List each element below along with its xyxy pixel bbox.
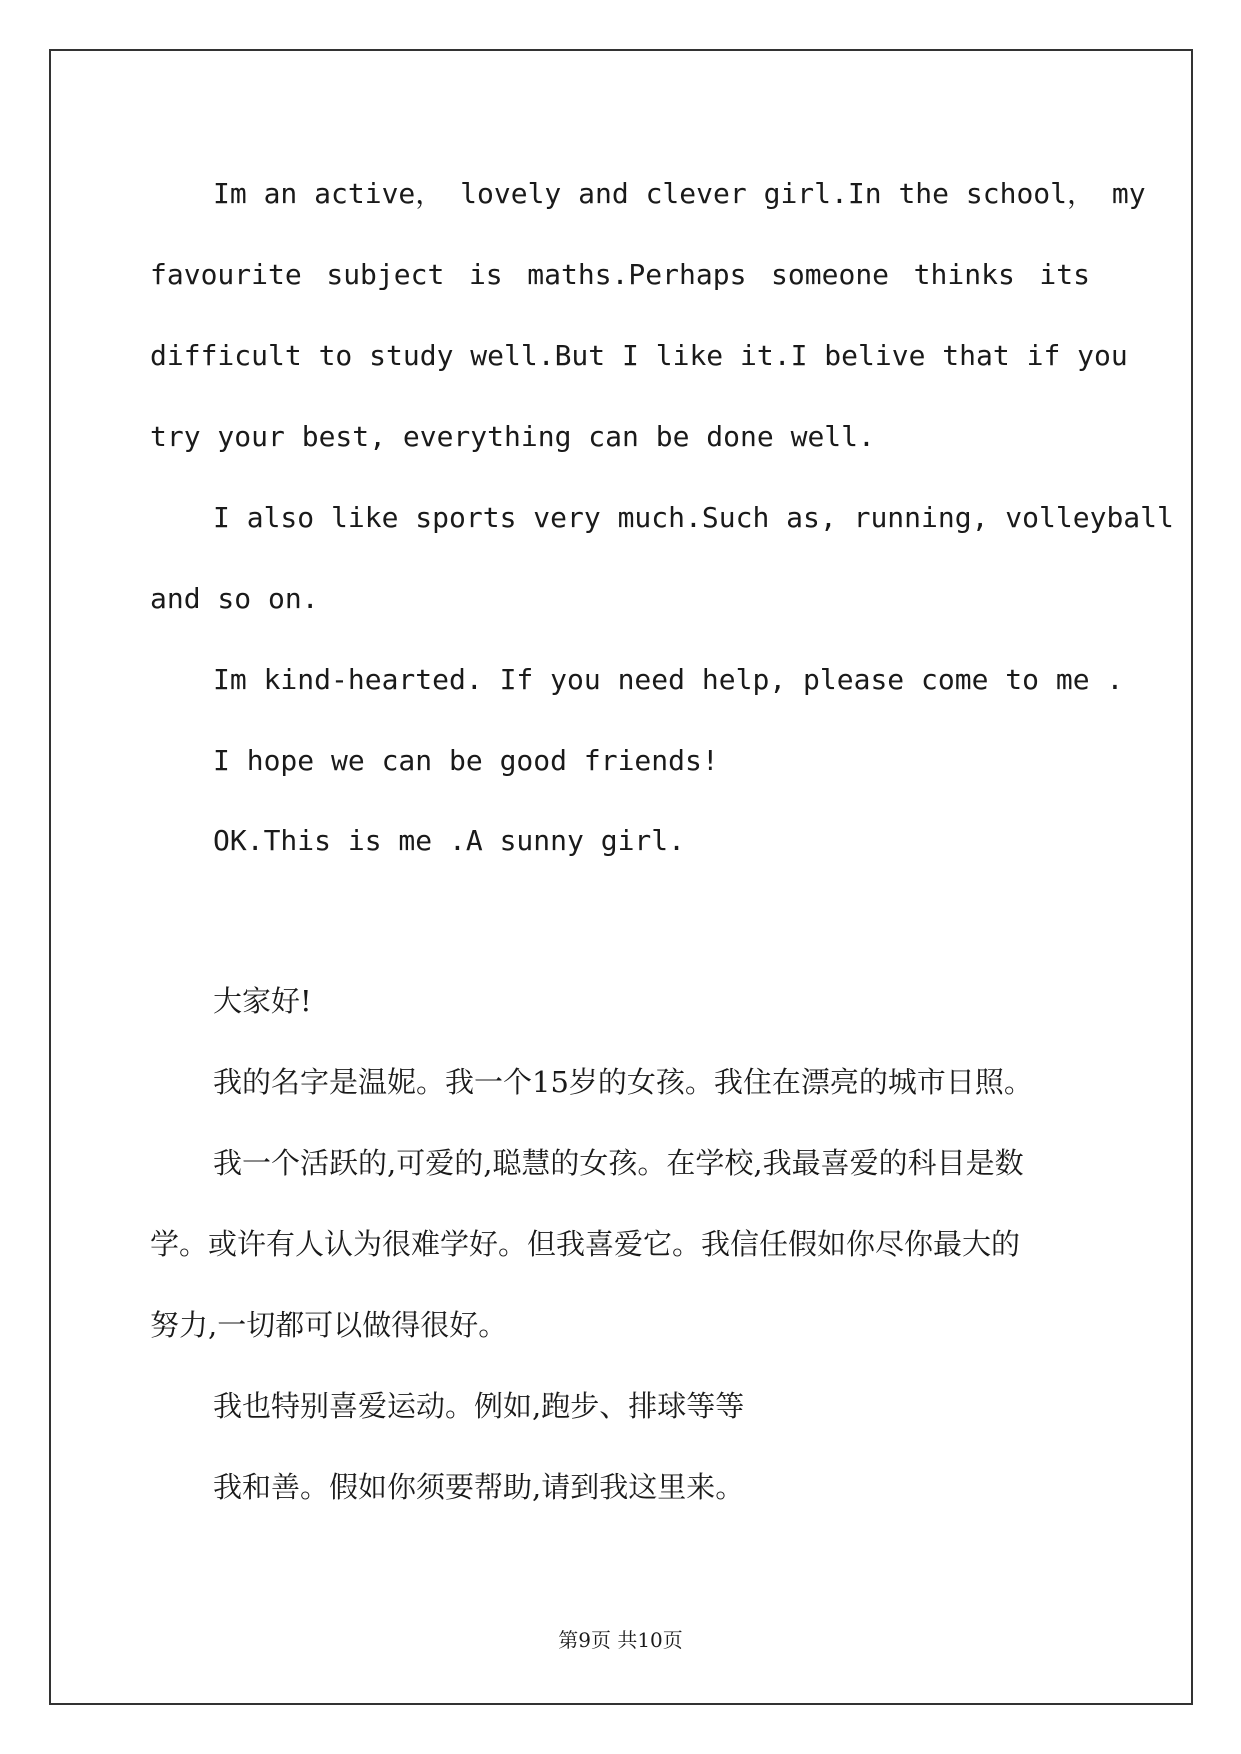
english-paragraph-1-line-1: Im an active， lovely and clever girl.In the school， my [213,177,1146,210]
english-paragraph-5: OK.This is me .A sunny girl. [213,824,686,857]
chinese-paragraph-2-line-2: 学。或许有人认为很难学好。但我喜爱它。我信任假如你尽你最大的 [150,1227,1021,1261]
chinese-paragraph-2-line-3: 努力,一切都可以做得很好。 [150,1308,508,1342]
chinese-paragraph-3: 我也特别喜爱运动。例如,跑步、排球等等 [213,1389,745,1423]
english-paragraph-1-line-4: try your best, everything can be done well. [150,420,875,453]
chinese-greeting: 大家好! [213,984,312,1018]
english-paragraph-2-line-2: and so on. [150,582,319,615]
english-paragraph-1-line-2: favourite subject is maths.Perhaps someone thinks its [150,258,1090,291]
page-number-footer: 第9页 共10页 [558,1628,683,1652]
english-paragraph-1-line-3: difficult to study well.But I like it.I belive that if you [150,339,1128,372]
chinese-paragraph-2-line-1: 我一个活跃的,可爱的,聪慧的女孩。在学校,我最喜爱的科目是数 [213,1146,1024,1180]
english-paragraph-4: I hope we can be good friends! [213,744,719,777]
chinese-paragraph-1: 我的名字是温妮。我一个15岁的女孩。我住在漂亮的城市日照。 [213,1065,1033,1099]
english-paragraph-2-line-1: I also like sports very much.Such as, running, volleyball [213,501,1174,534]
english-paragraph-3: Im kind-hearted. If you need help, please come to me . [213,663,1124,696]
chinese-paragraph-4: 我和善。假如你须要帮助,请到我这里来。 [213,1470,745,1504]
